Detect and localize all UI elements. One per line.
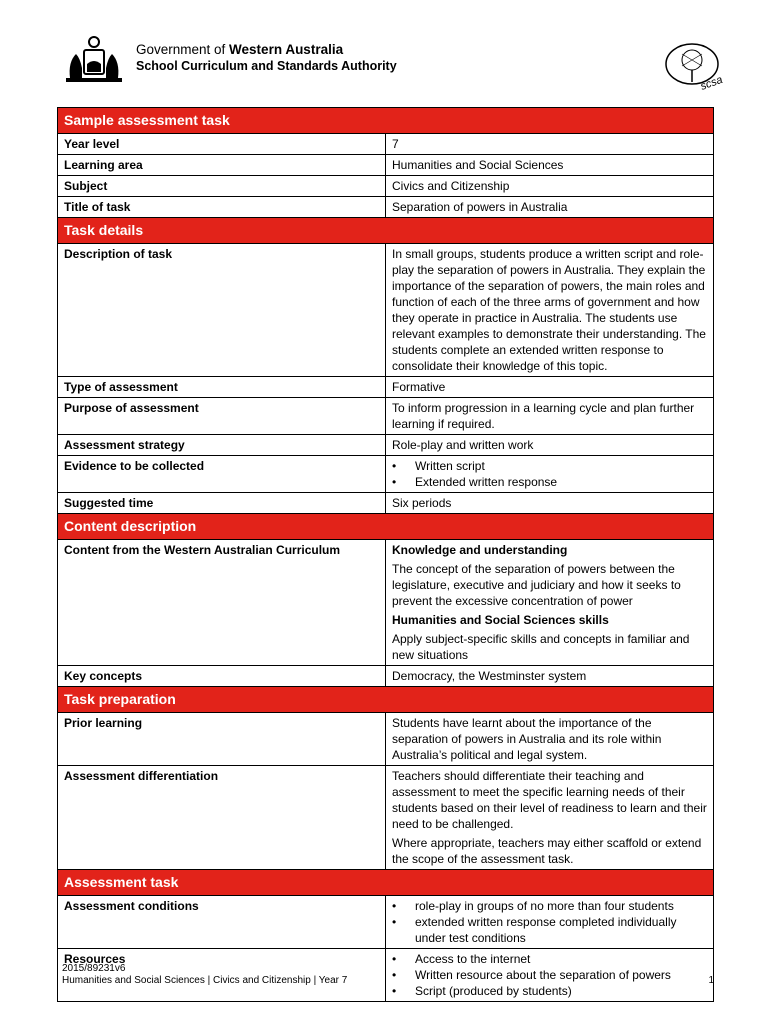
list-item: • role-play in groups of no more than four students	[392, 899, 674, 913]
government-title	[136, 42, 397, 74]
table-row	[58, 398, 714, 435]
row-label: Type of assessment	[58, 377, 386, 398]
row-value: Six periods	[386, 493, 714, 514]
row-label: Assessment differentiation	[58, 766, 386, 870]
row-value: Formative	[386, 377, 714, 398]
page-number: 1	[708, 975, 714, 986]
row-label: Purpose of assessment	[58, 398, 386, 435]
row-value: Students have learnt about the importance of the separation of powers in Australia and its role within Australia’s political and legal system.	[386, 713, 714, 766]
authority-name: School Curriculum and Standards Authority	[136, 59, 397, 73]
row-label: Year level	[58, 134, 386, 155]
table-row	[58, 666, 714, 687]
section-header: Assessment task	[58, 870, 714, 896]
row-value: In small groups, students produce a written script and role-play the separation of powers in Australia. They explain the importance of the separation of powers, the main roles and function of each of the three arms of government and how they operate in practice in Australia. The students use relevant examples to demonstrate their understanding. The students complete an extended written response to consolidate their knowledge of this topic.	[386, 244, 714, 377]
row-label: Subject	[58, 176, 386, 197]
page-header	[62, 34, 732, 94]
row-value	[386, 766, 714, 870]
document-code: 2015/89231v6	[62, 963, 126, 974]
bullet-icon: •	[392, 968, 397, 982]
assessment-table	[57, 107, 714, 1002]
list-item: • Script (produced by students)	[392, 984, 572, 998]
section-header: Sample assessment task	[58, 108, 714, 134]
table-row	[58, 766, 714, 870]
wa-crest-icon	[62, 34, 126, 86]
bullet-icon: •	[392, 952, 397, 966]
row-value	[386, 540, 714, 666]
row-value: Separation of powers in Australia	[386, 197, 714, 218]
section-header: Content description	[58, 514, 714, 540]
table-row	[58, 713, 714, 766]
row-value: Humanities and Social Sciences	[386, 155, 714, 176]
page-footer	[62, 963, 714, 987]
table-row	[58, 456, 714, 493]
row-label: Evidence to be collected	[58, 456, 386, 493]
row-label: Suggested time	[58, 493, 386, 514]
bullet-icon: •	[392, 899, 397, 913]
row-label: Description of task	[58, 244, 386, 377]
table-row	[58, 435, 714, 456]
table-row	[58, 155, 714, 176]
table-row	[58, 377, 714, 398]
list-item: • Access to the internet	[392, 952, 531, 966]
row-value: 7	[386, 134, 714, 155]
content-heading: Humanities and Social Sciences skills	[392, 613, 609, 627]
table-row	[58, 540, 714, 666]
table-row	[58, 134, 714, 155]
gov-bold: Western Australia	[229, 42, 344, 57]
bullet-icon: •	[392, 984, 397, 998]
row-label: Assessment conditions	[58, 896, 386, 949]
content-heading: Knowledge and understanding	[392, 543, 568, 557]
table-row	[58, 493, 714, 514]
content-text: Apply subject-specific skills and concepts in familiar and new situations	[392, 632, 690, 662]
row-value	[386, 456, 714, 493]
differentiation-paragraph: Teachers should differentiate their teaching and assessment to meet the specific learning needs of their students based on their level of readiness to learn and their need to be challenged.	[392, 769, 707, 831]
table-row	[58, 176, 714, 197]
bullet-icon: •	[392, 459, 397, 473]
row-value	[386, 896, 714, 949]
row-label: Key concepts	[58, 666, 386, 687]
row-value: Civics and Citizenship	[386, 176, 714, 197]
row-label: Learning area	[58, 155, 386, 176]
table-row	[58, 244, 714, 377]
row-label: Resources	[58, 949, 386, 1002]
bullet-icon: •	[392, 475, 397, 489]
section-header: Task details	[58, 218, 714, 244]
row-label: Prior learning	[58, 713, 386, 766]
table-row	[58, 197, 714, 218]
row-value: To inform progression in a learning cycle and plan further learning if required.	[386, 398, 714, 435]
row-label: Assessment strategy	[58, 435, 386, 456]
content-text: The concept of the separation of powers between the legislature, executive and judiciary and how it seeks to prevent the excessive concentration of power	[392, 562, 681, 608]
list-item: • Written resource about the separation of powers	[392, 968, 671, 982]
list-item: • Extended written response	[392, 475, 558, 489]
list-item: • Written script	[392, 459, 485, 473]
gov-prefix: Government of	[136, 42, 230, 57]
row-label: Title of task	[58, 197, 386, 218]
document-path: Humanities and Social Sciences | Civics and Citizenship | Year 7	[62, 975, 348, 986]
row-label: Content from the Western Australian Curriculum	[58, 540, 386, 666]
list-item: • extended written response completed individually under test conditions	[392, 915, 677, 945]
row-value: Democracy, the Westminster system	[386, 666, 714, 687]
section-header: Task preparation	[58, 687, 714, 713]
scsa-logo-text: scsa	[698, 73, 725, 93]
bullet-icon: •	[392, 915, 397, 929]
table-row	[58, 896, 714, 949]
differentiation-paragraph: Where appropriate, teachers may either scaffold or extend the scope of the assessment task.	[392, 836, 702, 866]
row-value: Role-play and written work	[386, 435, 714, 456]
scsa-logo-icon	[662, 38, 726, 94]
